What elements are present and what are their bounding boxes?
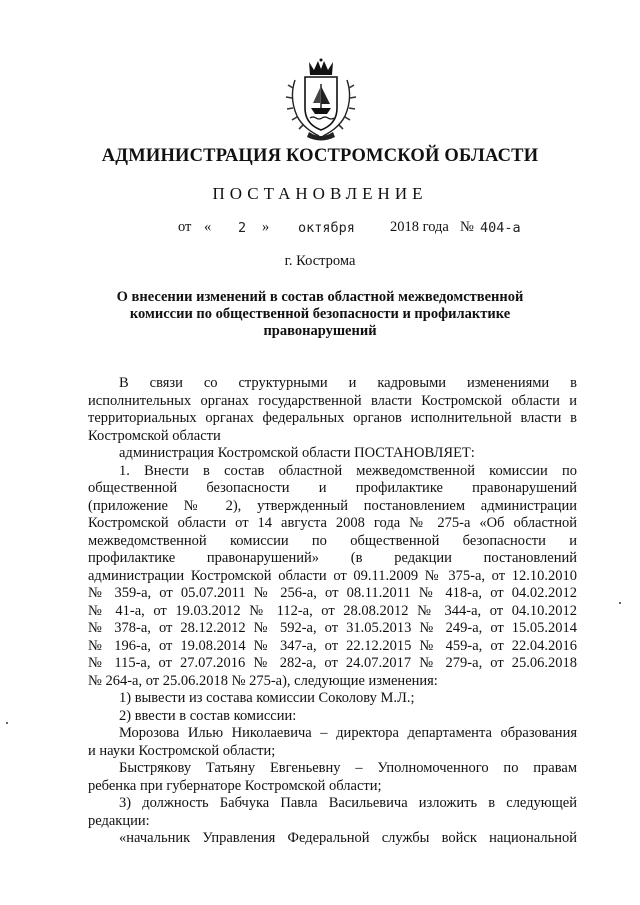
- body-line: 2) ввести в состав комиссии:: [119, 707, 297, 724]
- body-line: Костромской области: [88, 427, 221, 444]
- city-name: г. Кострома: [284, 253, 356, 269]
- body-line: ребенка при губернаторе Костромской области;: [88, 777, 382, 794]
- body-line: В связи со структурными и кадровыми изменениями в: [119, 375, 577, 391]
- body-line: № 359-а, от 05.07.2011 № 256-а, от 08.11.2011 № 418-а, от 04.02.2012: [88, 585, 577, 601]
- body-line: (приложение № 2), утвержденный постановлением администрации: [88, 497, 577, 514]
- number-sign: №: [460, 219, 474, 235]
- coat-of-arms-emblem: [281, 58, 361, 143]
- title-line: О внесении изменений в состав областной межведомственной: [116, 289, 524, 305]
- body-line: редакции:: [88, 812, 150, 829]
- body-line: администрации Костромской области от 09.11.2009 № 375-а, от 12.10.2010: [88, 567, 577, 584]
- body-line: 1) вывести из состава комиссии Соколову М.Л.;: [119, 690, 415, 706]
- body-line: общественной безопасности и профилактике правонарушений: [88, 480, 577, 496]
- date-prefix: от: [178, 219, 192, 235]
- body-line: № 378-а, от 28.12.2012 № 592-а, от 31.05.2013 № 249-а, от 15.05.2014: [88, 620, 577, 636]
- body-line: Морозова Илью Николаевича – директора департамента образования: [119, 725, 577, 741]
- body-line: № 264-а, от 25.06.2018 № 275-а), следующие изменения:: [88, 672, 438, 689]
- document-type: ПОСТАНОВЛЕНИЕ: [212, 184, 428, 203]
- date-quote-close: »: [262, 219, 270, 235]
- document-number: 404-а: [480, 220, 521, 236]
- scan-speck: [619, 602, 621, 604]
- scan-speck: [6, 722, 8, 724]
- body-line: Костромской области от 14 августа 2008 года № 275-а «Об областной: [88, 515, 577, 531]
- date-day: 2: [238, 220, 247, 236]
- body-line: № 196-а, от 19.08.2014 № 347-а, от 22.12.2015 № 459-а, от 22.04.2016: [88, 637, 577, 654]
- date-year: 2018 года: [390, 219, 449, 235]
- organization-name: АДМИНИСТРАЦИЯ КОСТРОМСКОЙ ОБЛАСТИ: [101, 146, 539, 166]
- date-month: октября: [298, 220, 355, 236]
- body-line: № 115-а, от 27.07.2016 № 282-а, от 24.07.2017 № 279-а, от 25.06.2018: [88, 655, 577, 671]
- date-quote-open: «: [204, 219, 212, 235]
- body-line: территориальных органах федеральных органов исполнительной власти в: [88, 410, 577, 426]
- body-line: № 41-а, от 19.03.2012 № 112-а, от 28.08.2012 № 344-а, от 04.10.2012: [88, 602, 577, 619]
- title-line: правонарушений: [263, 323, 377, 339]
- title-line: комиссии по общественной безопасности и профилактике: [129, 306, 511, 322]
- body-line: 3) должность Бабчука Павла Васильевича изложить в следующей: [119, 795, 577, 811]
- document-title: [0, 289, 640, 340]
- body-line: администрация Костромской области ПОСТАНОВЛЯЕТ:: [119, 445, 475, 461]
- body-line: «начальник Управления Федеральной службы войск национальной: [119, 830, 577, 846]
- document-body: [88, 375, 577, 848]
- body-line: 1. Внести в состав областной межведомственной комиссии по: [119, 462, 577, 479]
- body-line: Быстрякову Татьяну Евгеньевну – Уполномоченного по правам: [119, 760, 577, 776]
- body-line: и науки Костромской области;: [88, 742, 276, 759]
- body-line: исполнительных органах государственной власти Костромской области и: [88, 392, 577, 409]
- body-line: межведомственной комиссии по общественной безопасности и: [88, 532, 577, 549]
- body-line: профилактике правонарушений» (в редакции постановлений: [88, 550, 577, 566]
